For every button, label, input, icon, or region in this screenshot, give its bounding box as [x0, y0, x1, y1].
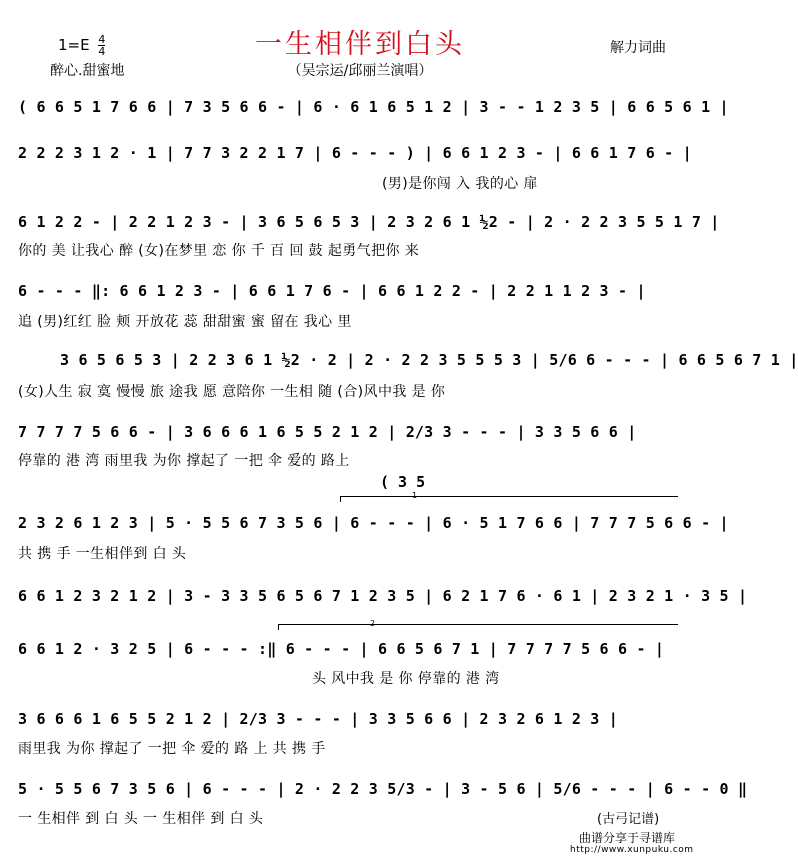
lyrics-row-6: 停靠的 港 湾 雨里我 为你 撑起了 一把 伞 爱的 路上: [18, 453, 350, 469]
volta-number-1: 1: [412, 491, 418, 500]
time-sig-bottom: 4: [98, 45, 106, 58]
volta-extra-notes: ( 3 5: [380, 473, 426, 491]
page-title: 一生相伴到白头: [255, 29, 465, 60]
style-marking: 醉心.甜蜜地: [50, 63, 125, 79]
lyrics-row-11: 一 生相伴 到 白 头 一 生相伴 到 白 头: [18, 811, 264, 827]
lyrics-row-5: (女)人生 寂 寞 慢慢 旅 途我 愿 意陪你 一生相 随 (合)风中我 是 你: [18, 384, 446, 400]
lyrics-row-9: 头 风中我 是 你 停靠的 港 湾: [312, 671, 500, 687]
author: 解力词曲: [610, 40, 666, 56]
notation-row-2: 2 2 2 3 1 2 · 1 | 7 7 3 2 2 1 7 | 6 - - - ) | 6 6 1 2 3 - | 6 6 1 7 6 - |: [18, 144, 692, 162]
notation-row-8: 6 6 1 2 3 2 1 2 | 3 - 3 3 5 6 5 6 7 1 2 3 5 | 6 2 1 7 6 · 6 1 | 2 3 2 1 · 3 5 |: [18, 587, 748, 605]
notation-row-4: 6 - - - ‖: 6 6 1 2 3 - | 6 6 1 7 6 - | 6 6 1 2 2 - | 2 2 1 1 2 3 - |: [18, 282, 646, 300]
lyrics-row-4: 追 (男)红红 脸 颊 开放花 蕊 甜甜蜜 蜜 留在 我心 里: [18, 314, 352, 330]
key-label: 1=E: [58, 36, 90, 54]
site-url[interactable]: http://www.xunpuku.com: [570, 845, 694, 855]
volta-number-2: 2: [370, 619, 376, 628]
time-sig-top: 4: [98, 33, 106, 46]
lyrics-row-10: 雨里我 为你 撑起了 一把 伞 爱的 路 上 共 携 手: [18, 741, 326, 757]
notation-row-3: 6 1 2 2 - | 2 2 1 2 3 - | 3 6 5 6 5 3 | 2 3 2 6 1 ½2 - | 2 · 2 2 3 5 5 1 7 |: [18, 213, 720, 231]
volta-bracket-2-tick: [278, 624, 279, 630]
lyrics-row-7: 共 携 手 一生相伴到 白 头: [18, 546, 187, 562]
notation-row-1: ( 6 6 5 1 7 6 6 | 7 3 5 6 6 - | 6 · 6 1 6 5 1 2 | 3 - - 1 2 3 5 | 6 6 5 6 1 |: [18, 98, 729, 116]
performers: （吴宗运/邱丽兰演唱）: [287, 63, 433, 79]
site-watermark: 曲谱分享于寻谱库: [579, 831, 676, 845]
volta-bracket-1-tick: [340, 496, 341, 502]
notation-row-11: 5 · 5 5 6 7 3 5 6 | 6 - - - | 2 · 2 2 3 5/3 - | 3 - 5 6 | 5/6 - - - | 6 - - 0 ‖: [18, 780, 748, 798]
notation-row-10: 3 6 6 6 1 6 5 5 2 1 2 | 2/3 3 - - - | 3 3 5 6 6 | 2 3 2 6 1 2 3 |: [18, 710, 618, 728]
notation-row-7: 2 3 2 6 1 2 3 | 5 · 5 5 6 7 3 5 6 | 6 - - - | 6 · 5 1 7 6 6 | 7 7 7 5 6 6 - |: [18, 514, 729, 532]
notation-row-6: 7 7 7 7 5 6 6 - | 3 6 6 6 1 6 5 5 2 1 2 | 2/3 3 - - - | 3 3 5 6 6 |: [18, 423, 637, 441]
volta-bracket-2: [278, 624, 678, 625]
notation-row-5: 3 6 5 6 5 3 | 2 2 3 6 1 ½2 · 2 | 2 · 2 2 3 5 5 5 3 | 5/6 6 - - - | 6 6 5 6 7 1 |: [60, 351, 798, 369]
notation-row-9: 6 6 1 2 · 3 2 5 | 6 - - - :‖ 6 - - - | 6 6 5 6 7 1 | 7 7 7 7 5 6 6 - |: [18, 640, 665, 658]
volta-bracket-1: [340, 496, 678, 497]
lyrics-row-3: 你的 美 让我心 醉 (女)在梦里 恋 你 千 百 回 鼓 起勇气把你 来: [18, 243, 420, 259]
transcriber-credit: (古弓记谱): [597, 812, 660, 827]
lyrics-row-2: (男)是你闯 入 我的心 扉: [382, 176, 538, 192]
